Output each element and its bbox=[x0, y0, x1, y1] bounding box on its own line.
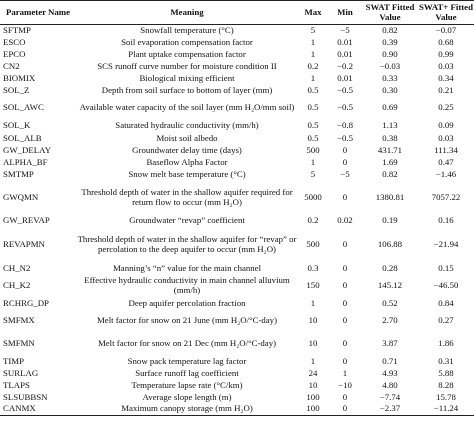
cell-swat-fitted-value: 0.19 bbox=[382, 215, 398, 226]
cell-parameter-name: GWQMN bbox=[3, 191, 39, 202]
cell-swatplus-fitted-value: 0.34 bbox=[438, 72, 454, 83]
table-row bbox=[0, 404, 474, 416]
cell-min: 0.01 bbox=[337, 72, 353, 83]
table-body bbox=[0, 25, 474, 416]
cell-min: −0.5 bbox=[337, 132, 353, 143]
cell-max: 0.2 bbox=[307, 60, 319, 71]
cell-meaning: Plant uptake compensation factor bbox=[128, 48, 246, 59]
cell-max: 1 bbox=[310, 48, 316, 59]
cell-min: −10 bbox=[338, 379, 352, 390]
cell-meaning: Depth from soil surface to bottom of layer (mm) bbox=[101, 84, 273, 95]
cell-swat-fitted-value: 1380.81 bbox=[375, 191, 405, 202]
cell-swatplus-fitted-value: 0.09 bbox=[438, 120, 454, 131]
cell-min: 0 bbox=[342, 297, 348, 308]
cell-swat-fitted-value: −2.37 bbox=[362, 404, 418, 416]
cell-parameter-name: TIMP bbox=[3, 355, 25, 366]
cell-swat-fitted-value: 0.28 bbox=[382, 262, 398, 273]
cell-max: 1 bbox=[310, 36, 316, 47]
table-row bbox=[0, 228, 474, 263]
cell-meaning: Baseflow Alpha Factor bbox=[146, 156, 228, 167]
cell-swat-fitted-value: 1.69 bbox=[382, 156, 398, 167]
cell-swat-fitted-value: 2.70 bbox=[382, 315, 398, 326]
cell-swat-fitted-value: 145.12 bbox=[377, 280, 403, 291]
cell-max: 500 bbox=[306, 144, 320, 155]
cell-min: −0.8 bbox=[337, 120, 353, 131]
cell-max: 10 bbox=[308, 338, 318, 349]
cell-max: 10 bbox=[308, 315, 318, 326]
cell-swat-fitted-value: 0.30 bbox=[382, 84, 398, 95]
cell-swat-fitted-value: 431.71 bbox=[377, 144, 403, 155]
table-row bbox=[0, 310, 474, 333]
cell-parameter-name: SMFMN bbox=[3, 338, 35, 349]
cell-swatplus-fitted-value: 0.99 bbox=[438, 48, 454, 59]
table-row bbox=[0, 169, 474, 181]
table-row bbox=[0, 157, 474, 169]
cell-swat-fitted-value: 4.80 bbox=[382, 379, 398, 390]
cell-max: 0.3 bbox=[307, 262, 319, 273]
cell-min: 0 bbox=[342, 262, 348, 273]
table-row bbox=[0, 263, 474, 275]
cell-meaning: Melt factor for snow on 21 June (mm H₂O/°C-day) bbox=[96, 315, 278, 326]
cell-min: 0 bbox=[342, 338, 348, 349]
cell-swat-fitted-value: 0.33 bbox=[382, 72, 398, 83]
cell-parameter-name: ALPHA_BF bbox=[3, 156, 48, 167]
cell-parameter-name: GW_REVAP bbox=[3, 215, 50, 226]
header-swat-fitted-value: SWAT Fitted Value bbox=[362, 1, 418, 25]
cell-parameter-name: SOL_ALB bbox=[3, 132, 42, 143]
table-row bbox=[0, 356, 474, 368]
cell-swatplus-fitted-value: 0.31 bbox=[438, 355, 454, 366]
cell-max: 100 bbox=[306, 391, 320, 402]
cell-max: 10 bbox=[308, 379, 318, 390]
cell-parameter-name: RCHRG_DP bbox=[3, 297, 49, 308]
cell-meaning: Surface runoff lag coefficient bbox=[135, 367, 239, 378]
cell-swatplus-fitted-value: 0.84 bbox=[438, 297, 454, 308]
cell-min: 0 bbox=[342, 391, 348, 402]
cell-swat-fitted-value: 0.82 bbox=[382, 24, 398, 35]
cell-swat-fitted-value: 106.88 bbox=[377, 239, 403, 250]
cell-meaning: Available water capacity of the soil layer (mm H₂O/mm soil) bbox=[79, 102, 295, 113]
cell-swat-fitted-value: 0.90 bbox=[382, 48, 398, 59]
cell-meaning: Average slope length (m) bbox=[142, 391, 232, 402]
cell-swat-fitted-value: −0.03 bbox=[379, 60, 401, 71]
cell-max: 150 bbox=[306, 280, 320, 291]
cell-swatplus-fitted-value: 7057.22 bbox=[431, 191, 461, 202]
cell-min: 0 bbox=[342, 315, 348, 326]
cell-max: 100 bbox=[298, 404, 328, 416]
cell-meaning: Groundwater delay time (days) bbox=[132, 144, 242, 155]
cell-parameter-name: SOL_AWC bbox=[3, 102, 44, 113]
cell-swat-fitted-value: 0.52 bbox=[382, 297, 398, 308]
cell-swatplus-fitted-value: 1.86 bbox=[438, 338, 454, 349]
cell-max: 1 bbox=[310, 72, 316, 83]
cell-parameter-name: SOL_Z bbox=[3, 84, 30, 95]
cell-swatplus-fitted-value: 0.03 bbox=[438, 132, 454, 143]
cell-meaning: Deep aquifer percolation fraction bbox=[128, 297, 246, 308]
cell-swatplus-fitted-value: 0.47 bbox=[438, 156, 454, 167]
cell-swatplus-fitted-value: −0.07 bbox=[435, 24, 457, 35]
cell-swat-fitted-value: 3.87 bbox=[382, 338, 398, 349]
cell-meaning: Effective hydraulic conductivity in main channel alluvium (mm/h) bbox=[84, 275, 290, 295]
cell-meaning: Snowfall temperature (°C) bbox=[140, 24, 234, 35]
cell-swatplus-fitted-value: 15.78 bbox=[436, 391, 456, 402]
table-row bbox=[0, 97, 474, 120]
table-row bbox=[0, 49, 474, 61]
table-row bbox=[0, 145, 474, 157]
cell-swatplus-fitted-value: 5.88 bbox=[438, 367, 454, 378]
table-row bbox=[0, 181, 474, 215]
cell-parameter-name: CH_N2 bbox=[3, 262, 31, 273]
cell-swatplus-fitted-value: 0.25 bbox=[438, 102, 454, 113]
cell-swatplus-fitted-value: 0.15 bbox=[438, 262, 454, 273]
cell-meaning: Groundwater “revap” coefficient bbox=[129, 215, 245, 226]
cell-swatplus-fitted-value: −1.46 bbox=[435, 168, 457, 179]
cell-swatplus-fitted-value: 111.34 bbox=[434, 144, 458, 155]
table-row bbox=[0, 73, 474, 85]
table-row bbox=[0, 333, 474, 356]
cell-swatplus-fitted-value: 0.68 bbox=[438, 36, 454, 47]
cell-parameter-name: SMFMX bbox=[3, 315, 35, 326]
cell-min: 0 bbox=[342, 156, 348, 167]
table-row bbox=[0, 133, 474, 145]
cell-meaning: SCS runoff curve number for moisture condition II bbox=[97, 60, 277, 71]
cell-min: 1 bbox=[342, 367, 348, 378]
cell-parameter-name: TLAPS bbox=[3, 379, 30, 390]
cell-max: 5 bbox=[310, 24, 316, 35]
cell-min: −0.5 bbox=[337, 102, 353, 113]
table-row bbox=[0, 37, 474, 49]
cell-max: 0.5 bbox=[307, 102, 319, 113]
cell-meaning: Threshold depth of water in the shallow aquifer for “revap” or percolation to the deep aquifer to occur (mm H₂O) bbox=[77, 234, 297, 254]
table-row bbox=[0, 215, 474, 228]
table-row bbox=[0, 61, 474, 73]
cell-min: −0.2 bbox=[337, 60, 353, 71]
table-row bbox=[0, 298, 474, 310]
cell-parameter-name: BIOMIX bbox=[3, 72, 36, 83]
cell-max: 1 bbox=[310, 355, 316, 366]
cell-swat-fitted-value: 4.93 bbox=[382, 367, 398, 378]
table-row bbox=[0, 392, 474, 404]
cell-swat-fitted-value: 0.82 bbox=[382, 168, 398, 179]
cell-max: 0.5 bbox=[307, 120, 319, 131]
cell-swatplus-fitted-value: 0.21 bbox=[438, 84, 454, 95]
cell-min: 0 bbox=[342, 191, 348, 202]
cell-meaning: Melt factor for snow on 21 Dec (mm H₂O/°C-day) bbox=[97, 338, 277, 349]
table-row bbox=[0, 380, 474, 392]
cell-parameter-name: SURLAG bbox=[3, 367, 39, 378]
cell-parameter-name: ESCO bbox=[3, 36, 26, 47]
cell-parameter-name: EPCO bbox=[3, 48, 26, 59]
cell-meaning: Saturated hydraulic conductivity (mm/h) bbox=[115, 120, 259, 131]
cell-min: 0.01 bbox=[337, 36, 353, 47]
cell-max: 1 bbox=[310, 156, 316, 167]
table-row bbox=[0, 275, 474, 298]
cell-max: 24 bbox=[308, 367, 318, 378]
cell-swat-fitted-value: 0.39 bbox=[382, 36, 398, 47]
cell-meaning: Snow pack temperature lag factor bbox=[127, 355, 247, 366]
cell-max: 0.5 bbox=[307, 132, 319, 143]
cell-swat-fitted-value: 1.13 bbox=[382, 120, 398, 131]
cell-min: 0 bbox=[342, 280, 348, 291]
cell-parameter-name: REVAPMN bbox=[3, 239, 45, 250]
cell-max: 5 bbox=[310, 168, 316, 179]
cell-min: −5 bbox=[340, 24, 350, 35]
cell-max: 0.5 bbox=[307, 84, 319, 95]
header-min: Min bbox=[328, 1, 362, 25]
header-max: Max bbox=[298, 1, 328, 25]
header-parameter-name: Parameter Name bbox=[0, 1, 76, 25]
cell-parameter-name: SMTMP bbox=[3, 168, 34, 179]
table-row bbox=[0, 368, 474, 380]
cell-meaning: Temperature lapse rate (°C/km) bbox=[131, 379, 243, 390]
cell-swatplus-fitted-value: 0.03 bbox=[438, 60, 454, 71]
cell-min: −0.5 bbox=[337, 84, 353, 95]
cell-swatplus-fitted-value: −21.94 bbox=[433, 239, 459, 250]
cell-swatplus-fitted-value: −46.50 bbox=[433, 280, 459, 291]
table-row bbox=[0, 25, 474, 37]
cell-swatplus-fitted-value: −11.24 bbox=[418, 404, 474, 416]
cell-parameter-name: SLSUBBSN bbox=[3, 391, 48, 402]
cell-parameter-name: CN2 bbox=[3, 60, 20, 71]
cell-parameter-name: SOL_K bbox=[3, 120, 31, 131]
cell-parameter-name: SFTMP bbox=[3, 24, 31, 35]
cell-swat-fitted-value: 0.69 bbox=[382, 102, 398, 113]
cell-swatplus-fitted-value: 0.27 bbox=[438, 315, 454, 326]
cell-min: 0.02 bbox=[337, 215, 353, 226]
table-row bbox=[0, 120, 474, 133]
cell-meaning: Snow melt base temperature (°C) bbox=[128, 168, 246, 179]
cell-swat-fitted-value: −7.74 bbox=[379, 391, 401, 402]
cell-min: 0 bbox=[342, 239, 348, 250]
cell-meaning: Manning’s “n” value for the main channel bbox=[112, 262, 262, 273]
header-meaning: Meaning bbox=[76, 1, 298, 25]
cell-meaning: Biological mixing efficient bbox=[139, 72, 235, 83]
cell-meaning: Soil evaporation compensation factor bbox=[121, 36, 253, 47]
cell-min: 0 bbox=[328, 404, 362, 416]
cell-parameter-name: CH_K2 bbox=[3, 280, 31, 291]
cell-meaning: Maximum canopy storage (mm H₂O) bbox=[76, 404, 298, 416]
cell-max: 0.2 bbox=[307, 215, 319, 226]
table-header-row bbox=[0, 1, 474, 25]
table-row bbox=[0, 85, 474, 97]
cell-parameter-name: GW_DELAY bbox=[3, 144, 52, 155]
cell-max: 1 bbox=[310, 297, 316, 308]
cell-swatplus-fitted-value: 0.16 bbox=[438, 215, 454, 226]
cell-min: 0 bbox=[342, 144, 348, 155]
cell-min: 0.01 bbox=[337, 48, 353, 59]
cell-swat-fitted-value: 0.71 bbox=[382, 355, 398, 366]
cell-meaning: Moist soil albedo bbox=[156, 132, 218, 143]
cell-min: 0 bbox=[342, 355, 348, 366]
cell-swatplus-fitted-value: 8.28 bbox=[438, 379, 454, 390]
cell-max: 5000 bbox=[304, 191, 322, 202]
cell-parameter-name: CANMX bbox=[0, 404, 76, 416]
cell-max: 500 bbox=[306, 239, 320, 250]
header-swatplus-fitted-value: SWAT+ Fitted Value bbox=[418, 1, 474, 25]
cell-swat-fitted-value: 0.38 bbox=[382, 132, 398, 143]
cell-min: −5 bbox=[340, 168, 350, 179]
cell-meaning: Threshold depth of water in the shallow aquifer required for return flow to occur (mm H₂O) bbox=[81, 186, 293, 207]
